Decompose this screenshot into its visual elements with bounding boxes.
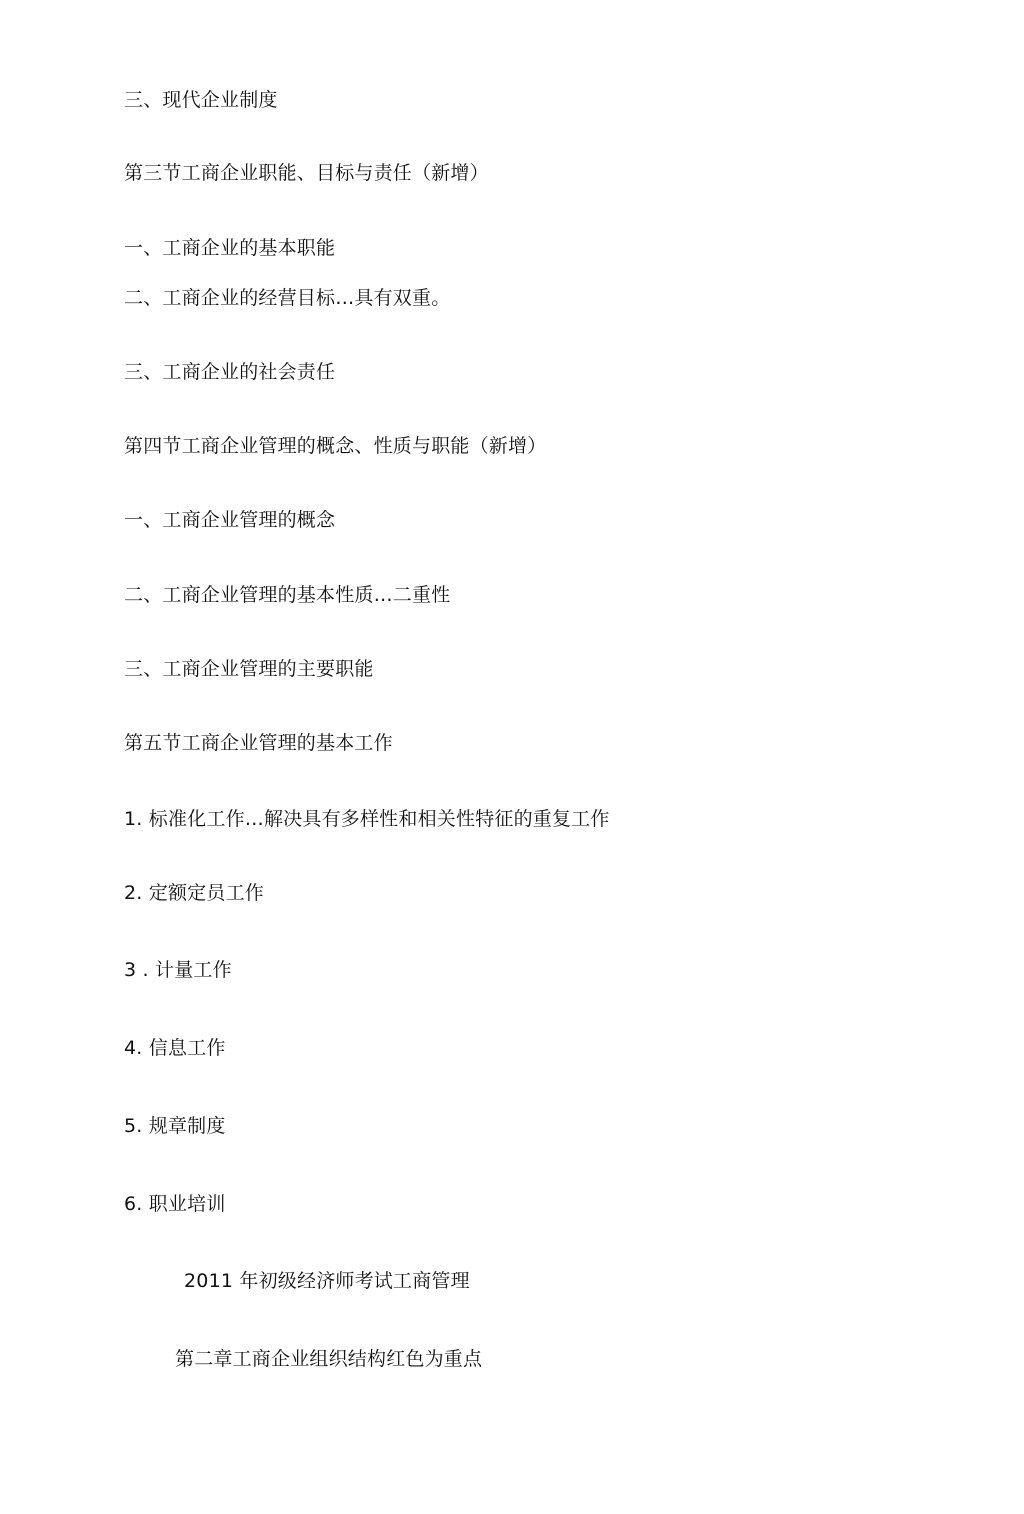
list-item-standardization: 1. 标准化工作…解决具有多样性和相关性特征的重复工作 bbox=[124, 808, 610, 830]
text-line-management-functions: 三、工商企业管理的主要职能 bbox=[124, 658, 374, 680]
text-line-management-concept: 一、工商企业管理的概念 bbox=[124, 509, 336, 531]
section-heading-5: 第五节工商企业管理的基本工作 bbox=[124, 732, 393, 754]
list-item-rules: 5. 规章制度 bbox=[124, 1115, 226, 1137]
exam-title: 2011 年初级经济师考试工商管理 bbox=[184, 1270, 470, 1292]
text-line-basic-functions: 一、工商企业的基本职能 bbox=[124, 237, 336, 259]
list-item-quota-staffing: 2. 定额定员工作 bbox=[124, 882, 264, 904]
list-item-measurement: 3 . 计量工作 bbox=[124, 959, 232, 981]
text-line-business-goals: 二、工商企业的经营目标…具有双重。 bbox=[124, 287, 451, 309]
chapter-title: 第二章工商企业组织结构红色为重点 bbox=[175, 1348, 483, 1370]
text-line-social-responsibility: 三、工商企业的社会责任 bbox=[124, 361, 336, 383]
section-heading-4: 第四节工商企业管理的概念、性质与职能（新增） bbox=[124, 435, 547, 457]
text-line-modern-enterprise-system: 三、现代企业制度 bbox=[124, 89, 278, 111]
list-item-information: 4. 信息工作 bbox=[124, 1037, 226, 1059]
list-item-training: 6. 职业培训 bbox=[124, 1193, 226, 1215]
text-line-management-nature: 二、工商企业管理的基本性质…二重性 bbox=[124, 584, 451, 606]
section-heading-3: 第三节工商企业职能、目标与责任（新增） bbox=[124, 162, 489, 184]
